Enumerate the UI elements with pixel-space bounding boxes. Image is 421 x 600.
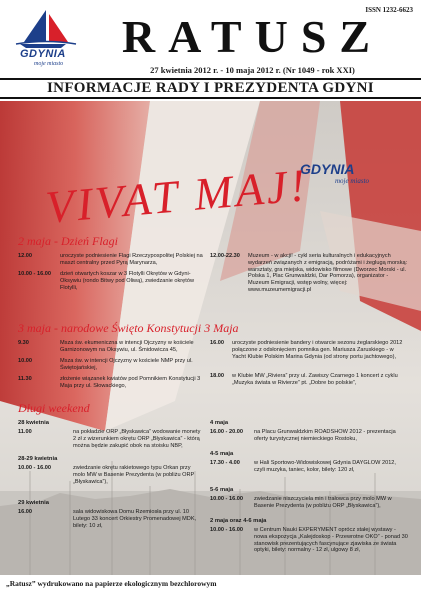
event-item [18, 465, 203, 485]
event-item [210, 429, 408, 443]
event-item [210, 340, 408, 360]
logo-wordmark: GDYNIA [20, 48, 66, 60]
event-time: 16.00 [18, 509, 32, 515]
event-text: zwiedzanie okrętu rakietowego typu Orkan przy molo MW w Basenie Prezydenta (w pobliżu ORP „Błyskawica”), [73, 465, 195, 485]
event-time: 10.00 - 16.00 [210, 496, 243, 502]
section-title-constitution-day: 3 maja - narodowe Święto Konstytucji 3 Maja [18, 321, 239, 335]
footer-note: „Ratusz” wydrukowano na papierze ekologicznym bezchlorowym [6, 579, 217, 588]
event-text: uroczyste podniesienie Flagi Rzeczypospolitej Polskiej na maszt centralny przed Pyrą Marynarza, [60, 253, 203, 266]
gdynia-logo [6, 8, 86, 72]
poster [0, 101, 421, 575]
event-day: 4-5 maja [210, 451, 234, 457]
logo-tagline: moje miasto [34, 61, 64, 67]
event-time: 17.30 - 4.00 [210, 460, 240, 466]
event-day: 2 maja oraz 4-6 maja [210, 518, 267, 524]
event-item [18, 340, 203, 354]
event-time: 10.00 - 16.00 [210, 527, 243, 533]
event-day: 28 kwietnia [18, 420, 49, 426]
section-banner: INFORMACJE RADY I PREZYDENTA GDYNI [0, 78, 421, 99]
event-time: 9.30 [18, 340, 29, 346]
event-item [18, 376, 203, 390]
sailboat-icon [6, 8, 86, 48]
section-title-flag-day: 2 maja - Dzień Flagi [18, 234, 118, 248]
event-item [18, 429, 203, 449]
issue-info: 27 kwietnia 2012 r. - 10 maja 2012 r. (Nr 1049 - rok XXI) [150, 65, 355, 75]
event-time: 11.30 [18, 376, 32, 382]
event-day: 29 kwietnia [18, 500, 49, 506]
event-text: uroczyste podniesienie bandery i otwarcie sezonu żeglarskiego 2012 połączone z odsłonięciem pomnika gen. Mariusza Zaruskiego - w Yacht Klubie Polskim Marina Gdynia (od strony portu jachtowego), [232, 340, 403, 360]
poster-logo-wordmark: GDYNIA [300, 161, 355, 177]
event-text: złożenie wiązanek kwiatów pod Pomnikiem Konstytucji 3 Maja przy ul. Słowackiego, [60, 376, 201, 389]
page-title: RATUSZ [121, 11, 384, 62]
poster-logo-tagline: moje miasto [335, 177, 370, 185]
event-item [210, 253, 408, 294]
event-item [210, 527, 408, 554]
event-text: zwiedzanie niszczyciela min i trałowca przy molo MW w Basenie Prezydenta (w pobliżu ORP „Błyskawica”), [254, 496, 392, 509]
event-text: sala widowiskowa Domu Rzemiosła przy ul. 10 Lutego 33 koncert Orkiestry Promenadowej MDK, bilety: 10 zł, [73, 509, 197, 529]
event-time: 10.00 [18, 358, 32, 364]
event-day: 4 maja [210, 420, 229, 426]
event-item [18, 358, 203, 372]
section-title-long-weekend: Długi weekend [18, 401, 90, 415]
event-text: Msza św. ekumeniczna w intencji Ojczyzny w kościele Garnizonowym na Oksywiu, ul. Śmidowicza 45, [60, 340, 194, 353]
event-item [18, 271, 203, 291]
event-time: 10.00 - 16.00 [18, 465, 51, 471]
event-time: 18.00 [210, 373, 224, 379]
event-text: w Hali Sportowo-Widowiskowej Gdynia DAYGLOW 2012, czyli muzyka, taniec, kolor, bilety: 120 zł, [254, 460, 396, 473]
event-text: w Centrum Nauki EXPERYMENT oprócz stałej wystawy - nowa ekspozycja „Kalejdoskop - Przewrotne OKO” - ponad 30 stanowisk prezentujących fascynujące zjawiska ze świata optyki, bilety: normalny - 12 zł, ulgowy 8 zł, [254, 527, 408, 554]
event-text: na pokładzie ORP „Błyskawica” wodowanie monety 2 zł z wizerunkiem okrętu ORP „Błyskawica” - którą można będzie zakupić obok na stoisku NBP, [73, 429, 201, 449]
event-text: Msza św. w intencji Ojczyzny w kościele NMP przy ul. Świętojańskiej, [60, 358, 193, 371]
event-item [18, 509, 203, 529]
issn-number: ISSN 1232-6623 [365, 6, 413, 14]
event-time: 10.00 - 16.00 [18, 271, 51, 277]
event-time: 11.00 [18, 429, 32, 435]
event-text: na Placu Grunwaldzkim ROADSHOW 2012 - prezentacja oferty turystycznej niemieckiego Rostoku, [254, 429, 396, 442]
poster-headline: VIVAT MAJ! [43, 159, 311, 233]
event-item [18, 253, 203, 267]
event-time: 12.00-22.30 [210, 253, 240, 259]
event-text: dzień otwartych koszar w 3 Flotylli Okrętów w Gdyni-Oksywiu (rondo Bitwy pod Oliwą), zwiedzanie okrętów Flotylli, [60, 271, 194, 291]
event-day: 28-29 kwietnia [18, 456, 58, 462]
event-day: 5-6 maja [210, 487, 234, 493]
event-item [210, 373, 408, 387]
event-item [210, 496, 408, 510]
event-time: 16.00 - 20.00 [210, 429, 243, 435]
event-time: 12.00 [18, 253, 32, 259]
event-time: 16.00 [210, 340, 224, 346]
event-text: Muzeum - w akcji! - cykl seria kulturalnych i edukacyjnych wydarzeń związanych z emigracją, podróżami i żeglugą morską: warsztaty, gra miejska, widowisko filmowe (Dworzec Morski - ul. Polska 1, Plac Grunwaldzki, Dar Pomorza), organizator - Muzeum Emigracji, wstęp wolny, więcej: www.muzeumemigracji.pl [248, 253, 408, 293]
event-item [210, 460, 408, 474]
event-text: w Klubie MW „Riviera” przy ul. Zawiszy Czarnego 1 koncert z cyklu „Muzyka świata w Rivierze” pt. „Dobre bo polskie”, [232, 373, 398, 386]
